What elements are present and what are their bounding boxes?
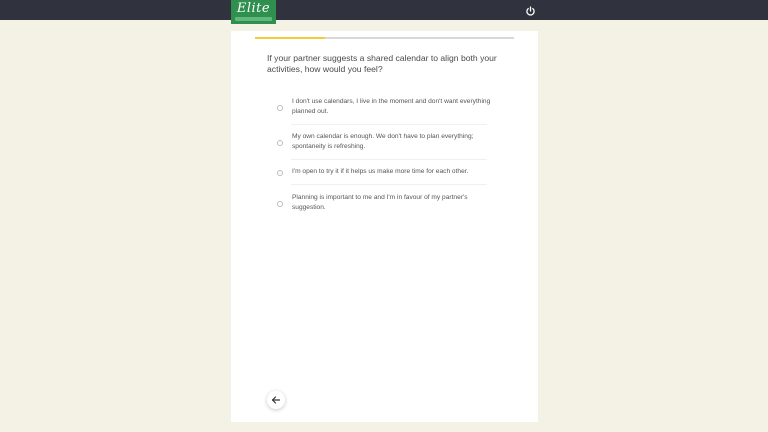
option-divider — [291, 159, 487, 160]
logo-tagline-strip — [235, 17, 272, 21]
option-label: My own calendar is enough. We don't have to plan everything; spontaneity is refreshing. — [292, 133, 474, 150]
question-card — [231, 31, 538, 422]
option-divider — [291, 124, 487, 125]
back-button[interactable] — [267, 391, 285, 409]
option-label: Planning is important to me and I'm in favour of my partner's suggestion. — [292, 194, 468, 211]
radio-button[interactable] — [277, 105, 283, 111]
top-bar — [0, 0, 768, 20]
radio-button[interactable] — [277, 140, 283, 146]
progress-bar — [255, 37, 514, 39]
elite-logo[interactable] — [231, 0, 276, 24]
option-divider — [291, 184, 487, 185]
progress-fill — [255, 37, 325, 39]
radio-button[interactable] — [277, 170, 283, 176]
option-label: I'm open to try it if it helps us make more time for each other. — [292, 168, 469, 175]
question-text: If your partner suggests a shared calendar to align both your activities, how would you feel? — [267, 53, 497, 74]
radio-button[interactable] — [277, 201, 283, 207]
arrow-left-icon — [271, 395, 281, 405]
power-icon[interactable] — [525, 4, 536, 15]
logo-text: Elite — [236, 1, 271, 16]
option-label: I don't use calendars, I live in the moment and don't want everything planned out. — [292, 98, 491, 115]
